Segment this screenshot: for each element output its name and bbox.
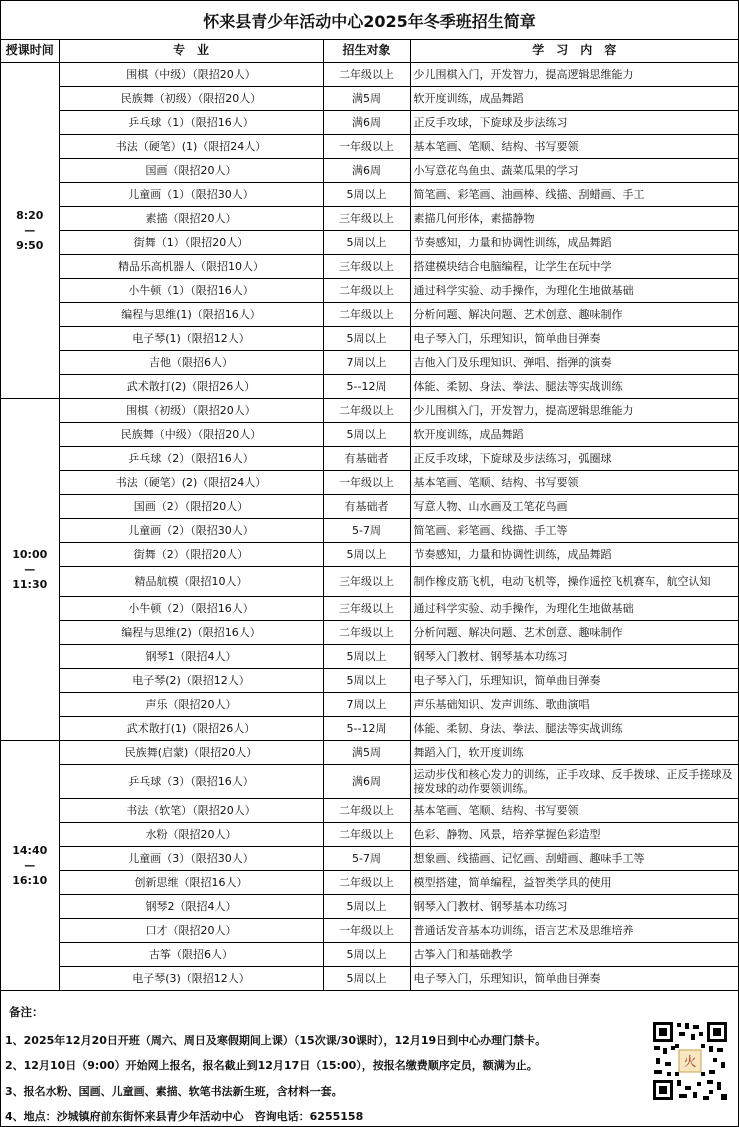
content-cell: 体能、柔韧、身法、拳法、腿法等实战训练 [410,375,738,399]
target-cell: 5周以上 [323,895,410,919]
content-cell: 通过科学实验、动手操作，为理化生地做基础 [410,597,738,621]
content-cell: 钢琴入门教材、钢琴基本功练习 [410,645,738,669]
target-cell: 5周以上 [323,669,410,693]
major-cell: 民族舞（初级）（限招20人） [59,87,323,111]
content-cell: 正反手攻球，下旋球及步法练习，弧圈球 [410,447,738,471]
table-row [1,183,738,207]
content-cell: 钢琴入门教材、钢琴基本功练习 [410,895,738,919]
target-cell: 有基础者 [323,495,410,519]
major-cell: 精品航模（限招10人） [59,567,323,597]
header-time: 授课时间 [1,39,59,63]
table-row [1,567,738,597]
time-slot-cell [1,741,59,991]
target-cell: 二年级以上 [323,399,410,423]
major-cell: 电子琴(3)（限招12人） [59,967,323,991]
content-cell: 少儿围棋入门，开发智力，提高逻辑思维能力 [410,399,738,423]
content-cell: 分析问题、解决问题、艺术创意、趣味制作 [410,303,738,327]
content-cell: 素描几何形体，素描静物 [410,207,738,231]
content-cell: 基本笔画、笔顺、结构、书写要领 [410,799,738,823]
table-row [1,847,738,871]
content-cell: 电子琴入门，乐理知识，简单曲目弹奏 [410,327,738,351]
table-row [1,279,738,303]
notes-section [1,998,738,1126]
content-cell: 模型搭建，简单编程，益智类学具的使用 [410,871,738,895]
target-cell: 有基础者 [323,447,410,471]
major-cell: 书法（硬笔）(2)（限招24人） [59,471,323,495]
major-cell: 乒乓球（3）（限招16人） [59,765,323,799]
target-cell: 二年级以上 [323,823,410,847]
target-cell: 5周以上 [323,943,410,967]
target-cell: 三年级以上 [323,567,410,597]
content-cell: 声乐基础知识、发声训练、歌曲演唱 [410,693,738,717]
target-cell: 满5周 [323,87,410,111]
target-cell: 5-7周 [323,847,410,871]
time-start: 8:20 [16,209,44,222]
major-cell: 书法（软笔）（限招20人） [59,799,323,823]
table-row [1,375,738,399]
major-cell: 素描（限招20人） [59,207,323,231]
content-cell: 舞蹈入门，软开度训练 [410,741,738,765]
content-cell: 吉他入门及乐理知识、弹唱、指弹的演奏 [410,351,738,375]
major-cell: 围棋（初级）（限招20人） [59,399,323,423]
major-cell: 国画（限招20人） [59,159,323,183]
table-row [1,423,738,447]
table-row [1,895,738,919]
target-cell: 三年级以上 [323,255,410,279]
time-sep: — [24,859,36,872]
major-cell: 吉他（限招6人） [59,351,323,375]
content-cell: 分析问题、解决问题、艺术创意、趣味制作 [410,621,738,645]
target-cell: 一年级以上 [323,135,410,159]
content-cell: 制作橡皮筋飞机，电动飞机等，操作遥控飞机赛车，航空认知 [410,567,738,597]
table-row [1,495,738,519]
content-cell: 软开度训练，成品舞蹈 [410,87,738,111]
major-cell: 钢琴1（限招4人） [59,645,323,669]
note-line-1: 1、2025年12月20日开班（周六、周日及寒假期间上课）（15次课/30课时），12月19日到中心办理门禁卡。 [5,1034,547,1047]
major-cell: 小牛顿（1）（限招16人） [59,279,323,303]
target-cell: 5周以上 [323,231,410,255]
content-cell: 写意人物、山水画及工笔花鸟画 [410,495,738,519]
table-row [1,799,738,823]
time-start: 14:40 [12,844,48,857]
target-cell: 5-7周 [323,519,410,543]
qr-code-icon [651,1020,729,1102]
major-cell: 围棋（中级）（限招20人） [59,63,323,87]
major-cell: 编程与思维(2)（限招16人） [59,621,323,645]
major-cell: 编程与思维(1)（限招16人） [59,303,323,327]
table-row [1,741,738,765]
content-cell: 小写意花鸟鱼虫、蔬菜瓜果的学习 [410,159,738,183]
content-cell: 节奏感知，力量和协调性训练，成品舞蹈 [410,231,738,255]
target-cell: 5周以上 [323,423,410,447]
time-slot-cell [1,399,59,741]
target-cell: 5周以上 [323,645,410,669]
content-cell: 节奏感知，力量和协调性训练，成品舞蹈 [410,543,738,567]
major-cell: 儿童画（1）（限招30人） [59,183,323,207]
target-cell: 三年级以上 [323,207,410,231]
content-cell: 古筝入门和基础教学 [410,943,738,967]
table-row [1,967,738,991]
table-row [1,645,738,669]
content-cell: 电子琴入门，乐理知识，简单曲目弹奏 [410,669,738,693]
svg-text:火: 火 [683,1055,697,1070]
header-content: 学 习 内 容 [410,39,738,63]
table-row [1,471,738,495]
note-line-2: 2、12月10日（9:00）开始网上报名，报名截止到12月17日（15:00），按报名缴费顺序定员，额满为止。 [5,1059,538,1072]
table-row [1,447,738,471]
table-row [1,207,738,231]
content-cell: 运动步伐和核心发力的训练，正手攻球、反手拨球、正反手搓球及接发球的动作要领训练。 [410,765,738,799]
target-cell: 二年级以上 [323,621,410,645]
target-cell: 5周以上 [323,327,410,351]
time-end: 9:50 [16,239,44,252]
content-cell: 通过科学实验、动手操作，为理化生地做基础 [410,279,738,303]
major-cell: 创新思维（限招16人） [59,871,323,895]
major-cell: 国画（2）（限招20人） [59,495,323,519]
table-row [1,111,738,135]
major-cell: 水粉（限招20人） [59,823,323,847]
content-cell: 简笔画、彩笔画、线描、手工等 [410,519,738,543]
table-row [1,231,738,255]
table-row [1,543,738,567]
time-slot-cell [1,63,59,399]
major-cell: 小牛顿（2）（限招16人） [59,597,323,621]
table-row [1,159,738,183]
time-end: 11:30 [12,578,48,591]
table-row [1,871,738,895]
table-row [1,63,738,87]
major-cell: 民族舞（中级）（限招20人） [59,423,323,447]
table-row [1,765,738,799]
header-major: 专 业 [59,39,323,63]
table-row [1,399,738,423]
table-row [1,693,738,717]
target-cell: 5周以上 [323,183,410,207]
note-line-4: 4、地点：沙城镇府前东街怀来县青少年活动中心 咨询电话：6255158 [5,1110,364,1123]
target-cell: 5周以上 [323,967,410,991]
target-cell: 7周以上 [323,693,410,717]
target-cell: 三年级以上 [323,597,410,621]
target-cell: 5--12周 [323,717,410,741]
target-cell: 7周以上 [323,351,410,375]
target-cell: 二年级以上 [323,63,410,87]
target-cell: 二年级以上 [323,871,410,895]
content-cell: 体能、柔韧、身法、拳法、腿法等实战训练 [410,717,738,741]
target-cell: 满6周 [323,159,410,183]
table-row [1,255,738,279]
time-end: 16:10 [12,874,48,887]
table-row [1,919,738,943]
major-cell: 儿童画（2）（限招30人） [59,519,323,543]
target-cell: 满6周 [323,111,410,135]
table-row [1,135,738,159]
content-cell: 正反手攻球，下旋球及步法练习 [410,111,738,135]
major-cell: 电子琴(2)（限招12人） [59,669,323,693]
major-cell: 街舞（2）（限招20人） [59,543,323,567]
content-cell: 软开度训练，成品舞蹈 [410,423,738,447]
note-line-3: 3、报名水粉、国画、儿童画、素描、软笔书法新生班，含材料一套。 [5,1085,343,1098]
table-row [1,303,738,327]
target-cell: 二年级以上 [323,279,410,303]
table-row [1,943,738,967]
target-cell: 5周以上 [323,543,410,567]
major-cell: 声乐（限招20人） [59,693,323,717]
major-cell: 武术散打(1)（限招26人） [59,717,323,741]
major-cell: 儿童画（3）（限招30人） [59,847,323,871]
target-cell: 一年级以上 [323,919,410,943]
schedule-table [1,39,738,991]
table-header-row [1,39,738,63]
content-cell: 简笔画、彩笔画、油画棒、线描、刮蜡画、手工 [410,183,738,207]
table-row [1,669,738,693]
major-cell: 精品乐高机器人（限招10人） [59,255,323,279]
page-title: 怀来县青少年活动中心2025年冬季班招生简章 [1,1,738,40]
major-cell: 乒乓球（2）（限招16人） [59,447,323,471]
content-cell: 普通话发音基本功训练，语言艺术及思维培养 [410,919,738,943]
major-cell: 电子琴(1)（限招12人） [59,327,323,351]
content-cell: 电子琴入门，乐理知识，简单曲目弹奏 [410,967,738,991]
table-row [1,597,738,621]
content-cell: 想象画、线描画、记忆画、刮蜡画、趣味手工等 [410,847,738,871]
major-cell: 古筝（限招6人） [59,943,323,967]
target-cell: 满6周 [323,765,410,799]
major-cell: 民族舞(启蒙)（限招20人） [59,741,323,765]
time-start: 10:00 [12,548,48,561]
major-cell: 武术散打(2)（限招26人） [59,375,323,399]
table-row [1,621,738,645]
target-cell: 满5周 [323,741,410,765]
target-cell: 一年级以上 [323,471,410,495]
major-cell: 钢琴2（限招4人） [59,895,323,919]
target-cell: 二年级以上 [323,799,410,823]
content-cell: 基本笔画、笔顺、结构、书写要领 [410,135,738,159]
content-cell: 搭建模块结合电脑编程，让学生在玩中学 [410,255,738,279]
content-cell: 少儿围棋入门，开发智力，提高逻辑思维能力 [410,63,738,87]
table-row [1,717,738,741]
table-row [1,351,738,375]
table-row [1,519,738,543]
content-cell: 色彩、静物、风景，培养掌握色彩造型 [410,823,738,847]
time-sep: — [24,224,36,237]
header-target: 招生对象 [323,39,410,63]
time-sep: — [24,563,36,576]
major-cell: 书法（硬笔）(1)（限招24人） [59,135,323,159]
table-row [1,823,738,847]
content-cell: 基本笔画、笔顺、结构、书写要领 [410,471,738,495]
notes-label: 备注： [9,1005,44,1019]
table-row [1,327,738,351]
target-cell: 二年级以上 [323,303,410,327]
target-cell: 5--12周 [323,375,410,399]
major-cell: 口才（限招20人） [59,919,323,943]
major-cell: 乒乓球（1）（限招16人） [59,111,323,135]
table-row [1,87,738,111]
major-cell: 街舞（1）（限招20人） [59,231,323,255]
